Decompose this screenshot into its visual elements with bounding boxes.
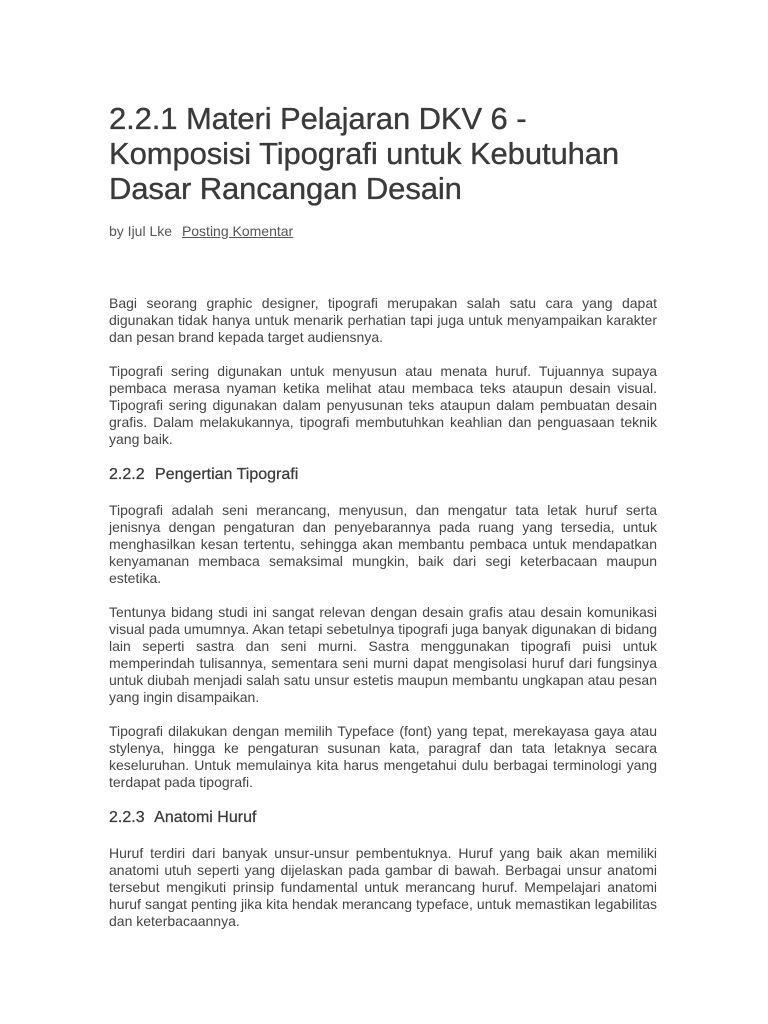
section-title: Anatomi Huruf: [154, 809, 257, 826]
article-body: [109, 101, 657, 930]
section-heading-223: [109, 808, 657, 828]
section-number: 2.2.2: [109, 466, 145, 483]
byline: [109, 222, 657, 240]
intro-paragraph-2: Tipografi sering digunakan untuk menyusun atau menata huruf. Tujuannya supaya pembaca merasa nyaman ketika melihat atau membaca teks ataupun desain visual. Tipografi sering digunakan dalam penyusunan teks ataupun dalam pembuatan desain grafis. Dalam melakukannya, tipografi membutuhkan keahlian dan penguasaan teknik yang baik.: [109, 363, 657, 447]
article-title: 2.2.1 Materi Pelajaran DKV 6 - Komposisi Tipografi untuk Kebutuhan Dasar Rancangan Desain: [109, 101, 620, 206]
intro-paragraph-1: Bagi seorang graphic designer, tipografi merupakan salah satu cara yang dapat digunakan tidak hanya untuk menarik perhatian tapi juga untuk menyampaikan karakter dan pesan brand kepada target audiensnya.: [109, 295, 657, 345]
section-heading-222: [109, 465, 657, 485]
section-222-paragraph-2: Tentunya bidang studi ini sangat relevan dengan desain grafis atau desain komunikasi visual pada umumnya. Akan tetapi sebetulnya tipografi juga banyak digunakan di bidang lain seperti sastra dan seni murni. Sastra menggunakan tipografi puisi untuk memperindah tulisannya, sementara seni murni dapat mengisolasi huruf dari fungsinya untuk diubah menjadi salah satu unsur estetis maupun membantu ungkapan atau pesan yang ingin disampaikan.: [109, 604, 657, 705]
comment-link[interactable]: Posting Komentar: [181, 223, 294, 239]
author-text: by Ijul Lke: [109, 223, 173, 239]
section-title: Pengertian Tipografi: [155, 466, 299, 483]
section-222-paragraph-3: Tipografi dilakukan dengan memilih Typeface (font) yang tepat, merekayasa gaya atau stylenya, hingga ke pengaturan susunan kata, paragraf dan tata letaknya secara keseluruhan. Untuk memulainya kita harus mengetahui dulu berbagai terminologi yang terdapat pada tipografi.: [109, 723, 657, 790]
section-222-paragraph-1: Tipografi adalah seni merancang, menyusun, dan mengatur tata letak huruf serta jenisnya dengan pengaturan dan penyebarannya pada ruang yang tersedia, untuk menghasilkan kesan tertentu, sehingga akan membantu pembaca untuk mendapatkan kenyamanan membaca semaksimal mungkin, baik dari segi keterbacaan maupun estetika.: [109, 502, 657, 586]
section-number: 2.2.3: [109, 809, 145, 826]
section-223-paragraph-1: Huruf terdiri dari banyak unsur-unsur pembentuknya. Huruf yang baik akan memiliki anatomi utuh seperti yang dijelaskan pada gambar di bawah. Berbagai unsur anatomi tersebut mengikuti prinsip fundamental untuk merancang huruf. Mempelajari anatomi huruf sangat penting jika kita hendak merancang typeface, untuk memastikan legabilitas dan keterbacaannya.: [109, 845, 657, 929]
